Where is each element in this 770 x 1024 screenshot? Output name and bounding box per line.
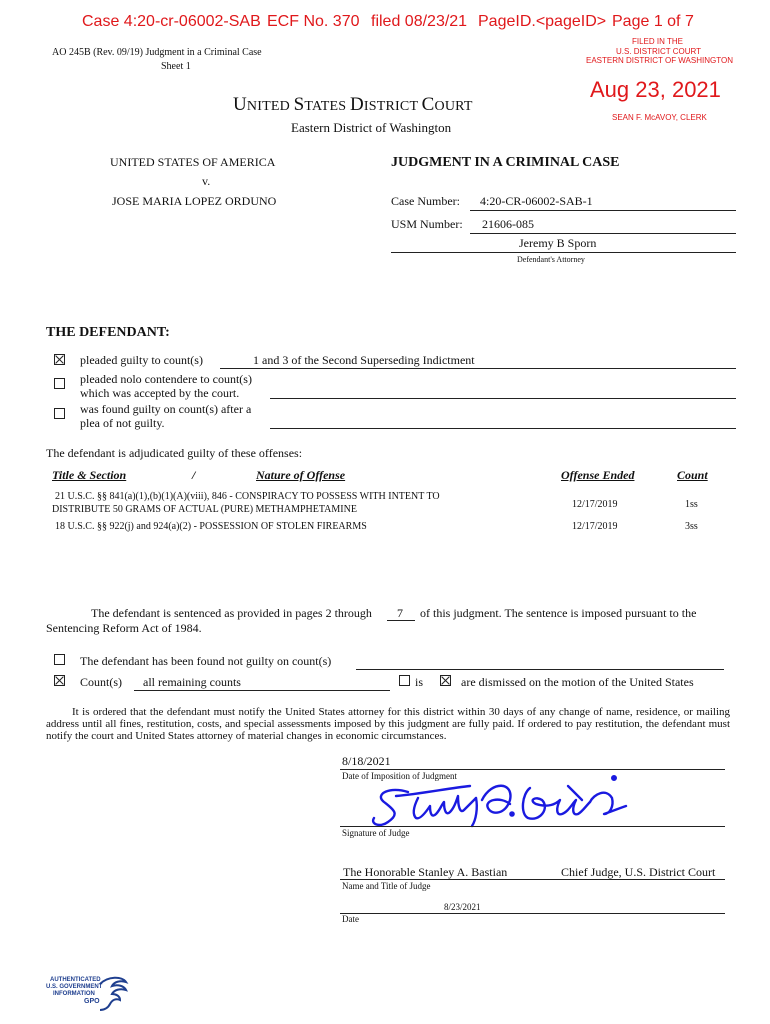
- plaintiff-name: UNITED STATES OF AMERICA: [110, 155, 276, 169]
- court-name-part: TATES: [304, 99, 350, 114]
- offense-description: 18 U.S.C. §§ 922(j) and 924(a)(2) - POSSESSION OF STOLEN FIREARMS: [55, 521, 367, 532]
- case-number-underline: [470, 210, 736, 211]
- court-name-part: NITED: [246, 99, 294, 114]
- not-guilty-label: The defendant has been found not guilty on count(s): [80, 654, 332, 668]
- offense-description: 21 U.S.C. §§ 841(a)(1),(b)(1)(A)(viii), 846 - CONSPIRACY TO POSSESS WITH INTENT TO: [55, 491, 440, 502]
- counts-underline: [134, 690, 390, 691]
- offense-count: 3ss: [685, 521, 698, 532]
- counts-label: Count(s): [80, 675, 122, 689]
- pleaded-guilty-underline: [220, 368, 736, 369]
- sentence-pages: 7: [397, 606, 403, 620]
- found-guilty-label-2: plea of not guilty.: [80, 416, 165, 430]
- usm-number-underline: [470, 233, 736, 234]
- gpo-authentication-logo: [44, 974, 134, 1016]
- offense-ended: 12/17/2019: [572, 521, 618, 532]
- stamp-line-2: U.S. DISTRICT COURT: [616, 47, 702, 56]
- col-count: Count: [677, 468, 708, 482]
- nolo-contendere-label-2: which was accepted by the court.: [80, 386, 240, 400]
- stamp-clerk: SEAN F. McAVOY, CLERK: [612, 113, 707, 122]
- judge-title: Chief Judge, U.S. District Court: [561, 865, 716, 879]
- sentence-text: The defendant is sentenced as provided in pages 2 through: [91, 606, 372, 620]
- adjudicated-text: The defendant is adjudicated guilty of these offenses:: [46, 446, 303, 460]
- defendant-name: JOSE MARIA LOPEZ ORDUNO: [112, 194, 277, 208]
- court-name-part: C: [421, 94, 435, 115]
- counts-checkbox[interactable]: [54, 675, 65, 686]
- page-count: Page 1 of 7: [612, 13, 694, 30]
- stamp-line-1: FILED IN THE: [632, 37, 683, 46]
- court-name-part: S: [293, 94, 305, 115]
- stamp-line-3: EASTERN DISTRICT OF WASHINGTON: [586, 56, 733, 65]
- attorney-underline: [391, 252, 736, 253]
- court-name-part: ISTRICT: [363, 99, 422, 114]
- gpo-line-4: GPO: [84, 998, 100, 1005]
- court-name-part: D: [349, 94, 364, 115]
- signed-date-underline: [340, 913, 725, 914]
- col-offense-ended: Offense Ended: [561, 468, 635, 482]
- offense-count: 1ss: [685, 499, 698, 510]
- judge-name-label: Name and Title of Judge: [342, 881, 431, 891]
- gpo-line-3: INFORMATION: [53, 991, 95, 997]
- judge-name-underline: [340, 879, 725, 880]
- sentence-pages-underline: [387, 620, 415, 621]
- nolo-contendere-underline: [270, 398, 736, 399]
- are-dismissed-label: are dismissed on the motion of the United States: [461, 675, 694, 689]
- order-paragraph: It is ordered that the defendant must notify the United States attorney for this district within 30 days of any change of name, residence, or mailing address until all fines, restitution, costs, and special assessments imposed by this judgment are fully paid. If ordered to pay restitution, the defendant must notify the court and United States attorney of material changes in economic circumstances.: [46, 706, 730, 742]
- pleaded-guilty-counts: 1 and 3 of the Second Superseding Indictment: [253, 353, 475, 367]
- found-guilty-label: was found guilty on count(s) after a: [80, 402, 252, 416]
- found-guilty-underline: [270, 428, 736, 429]
- form-sheet: Sheet 1: [161, 61, 191, 72]
- col-slash: /: [192, 468, 196, 482]
- signature-underline: [340, 826, 725, 827]
- court-name-part: OURT: [434, 99, 473, 114]
- filed-date: filed 08/23/21: [371, 13, 468, 30]
- are-dismissed-checkbox[interactable]: [440, 675, 451, 686]
- signed-date-label: Date: [342, 914, 359, 924]
- sentence-text-3: Sentencing Reform Act of 1984.: [46, 621, 202, 635]
- counts-value: all remaining counts: [143, 675, 241, 689]
- signed-date: 8/23/2021: [444, 902, 481, 912]
- case-number-value: 4:20-CR-06002-SAB-1: [480, 194, 593, 208]
- is-checkbox[interactable]: [399, 675, 410, 686]
- found-guilty-checkbox[interactable]: [54, 408, 65, 419]
- not-guilty-underline: [356, 669, 724, 670]
- not-guilty-checkbox[interactable]: [54, 654, 65, 665]
- signature-label: Signature of Judge: [342, 828, 410, 838]
- case-number-header: Case 4:20-cr-06002-SAB: [82, 13, 261, 30]
- col-nature-offense: Nature of Offense: [256, 468, 346, 482]
- judge-signature: [360, 774, 660, 834]
- defendant-heading: THE DEFENDANT:: [46, 325, 170, 340]
- ecf-number: ECF No. 370: [267, 13, 360, 30]
- usm-number-value: 21606-085: [482, 217, 534, 231]
- district-name: Eastern District of Washington: [291, 120, 452, 135]
- usm-number-label: USM Number:: [391, 217, 463, 231]
- court-name: [233, 94, 473, 116]
- is-label: is: [415, 675, 424, 689]
- pleaded-guilty-checkbox[interactable]: [54, 354, 65, 365]
- imposition-label: Date of Imposition of Judgment: [342, 771, 457, 781]
- signature-image: [360, 774, 660, 834]
- page-id: PageID.<pageID>: [478, 13, 607, 30]
- attorney-name: Jeremy B Sporn: [519, 236, 597, 250]
- versus: v.: [202, 174, 211, 188]
- stamp-date: Aug 23, 2021: [590, 77, 721, 102]
- col-title-section: Title & Section: [52, 468, 127, 482]
- imposition-date-underline: [340, 769, 725, 770]
- imposition-date: 8/18/2021: [342, 754, 391, 768]
- sentence-text-2: of this judgment. The sentence is imposed pursuant to the: [420, 606, 697, 620]
- attorney-label: Defendant's Attorney: [517, 255, 585, 264]
- case-number-label: Case Number:: [391, 194, 460, 208]
- court-name-part: U: [233, 94, 247, 115]
- nolo-contendere-label: pleaded nolo contendere to count(s): [80, 372, 252, 386]
- judgment-title: JUDGMENT IN A CRIMINAL CASE: [391, 155, 620, 170]
- gpo-line-1: AUTHENTICATED: [50, 977, 101, 983]
- eagle-icon: [96, 974, 130, 1014]
- judge-name: The Honorable Stanley A. Bastian: [343, 865, 508, 879]
- offense-ended: 12/17/2019: [572, 499, 618, 510]
- gpo-line-2: U.S. GOVERNMENT: [46, 984, 103, 990]
- nolo-contendere-checkbox[interactable]: [54, 378, 65, 389]
- pleaded-guilty-label: pleaded guilty to count(s): [80, 353, 203, 367]
- offense-description-2: DISTRIBUTE 50 GRAMS OF ACTUAL (PURE) METHAMPHETAMINE: [52, 504, 357, 515]
- form-id: AO 245B (Rev. 09/19) Judgment in a Criminal Case: [52, 47, 262, 58]
